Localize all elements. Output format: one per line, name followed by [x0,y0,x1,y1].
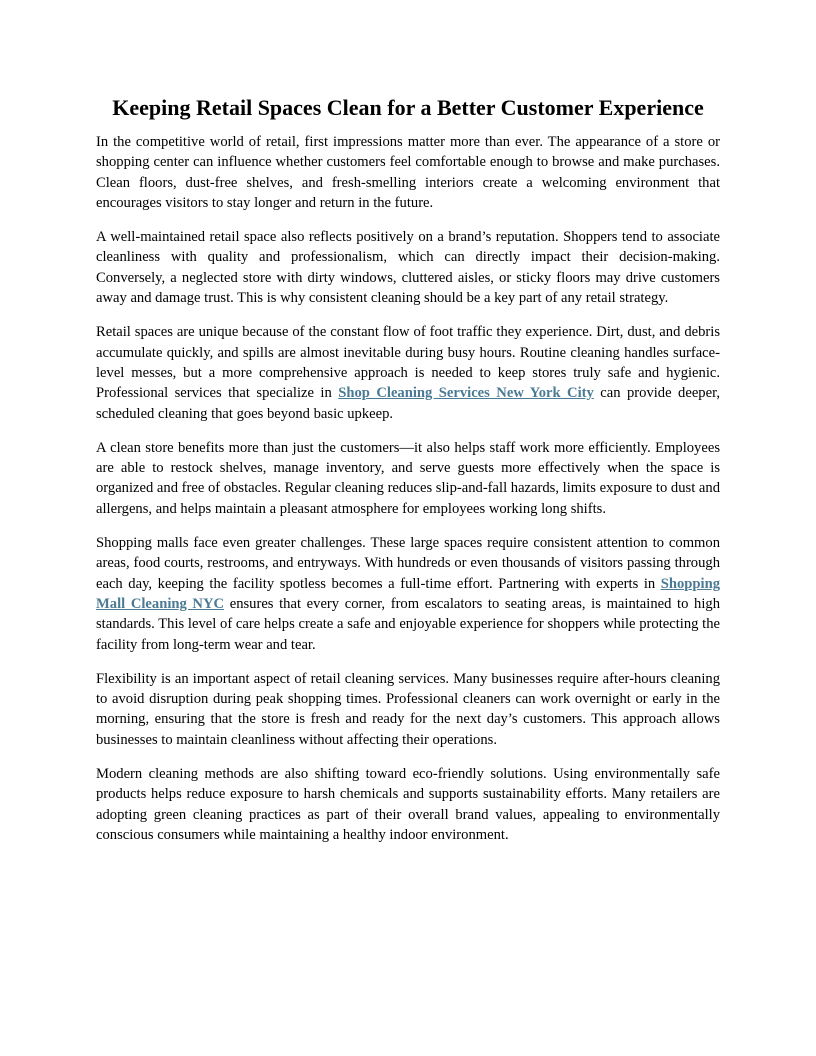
paragraph-flexibility: Flexibility is an important aspect of retail cleaning services. Many businesses require after-hours cleaning to avoid disruption during peak shopping times. Professional cleaners can work overnight or early in the morning, ensuring that the store is fresh and ready for the next day’s customers. This approach allows businesses to maintain cleanliness without affecting their operations. [96,670,720,748]
paragraph-shopping-malls [96,533,720,655]
paragraph-brand-reputation: A well-maintained retail space also reflects positively on a brand’s reputation. Shoppers tend to associate cleanliness with quality and professionalism, which can directly impact their decision-making. Conversely, a neglected store with dirty windows, cluttered aisles, or sticky floors may drive customers away and damage trust. This is why consistent cleaning should be a key part of any retail strategy. [96,229,720,307]
paragraph-text: Retail spaces are unique because of the constant flow of foot traffic they experience. Dirt, dust, and debris accumulate quickly, and spills are almost inevitable during busy hours. Routine cleaning handles surface-level messes, but a more comprehensive approach is needed to keep stores truly safe and hygienic. Professional services that specialize in [96,324,720,402]
paragraph-text: Shopping malls face even greater challenges. These large spaces require consistent attention to common areas, food courts, restrooms, and entryways. With hundreds or even thousands of visitors passing through each day, keeping the facility spotless becomes a full-time effort. Partnering with experts in [96,535,720,592]
shop-cleaning-services-link[interactable]: Shop Cleaning Services New York City [338,385,594,402]
shopping-mall-cleaning-link[interactable]: Shopping Mall Cleaning NYC [96,575,720,612]
paragraph-first-impressions: In the competitive world of retail, first impressions matter more than ever. The appearance of a store or shopping center can influence whether customers feel comfortable enough to browse and make purchases. Clean floors, dust-free shelves, and fresh-smelling interiors create a welcoming environment that encourages visitors to stay longer and return in the future. [96,134,720,211]
document-title: Keeping Retail Spaces Clean for a Better Customer Experience [112,95,704,120]
paragraph-text: can provide deeper, scheduled cleaning that goes beyond basic upkeep. [96,385,720,422]
paragraph-foot-traffic [96,322,720,423]
paragraph-text: ensures that every corner, from escalators to seating areas, is maintained to high standards. This level of care helps create a safe and enjoyable experience for shoppers while protecting the facility from long-term wear and tear. [96,595,721,653]
paragraph-staff-benefits: A clean store benefits more than just the customers—it also helps staff work more efficiently. Employees are able to restock shelves, manage inventory, and serve guests more effectively when the space is organized and free of obstacles. Regular cleaning reduces slip-and-fall hazards, limits exposure to dust and allergens, and helps maintain a pleasant atmosphere for employees working long shifts. [96,439,720,517]
paragraph-eco-friendly: Modern cleaning methods are also shifting toward eco-friendly solutions. Using environmentally safe products helps reduce exposure to harsh chemicals and supports sustainability efforts. Many retailers are adopting green cleaning practices as part of their overall brand values, appealing to environmentally conscious consumers while maintaining a healthy indoor environment. [96,766,720,843]
